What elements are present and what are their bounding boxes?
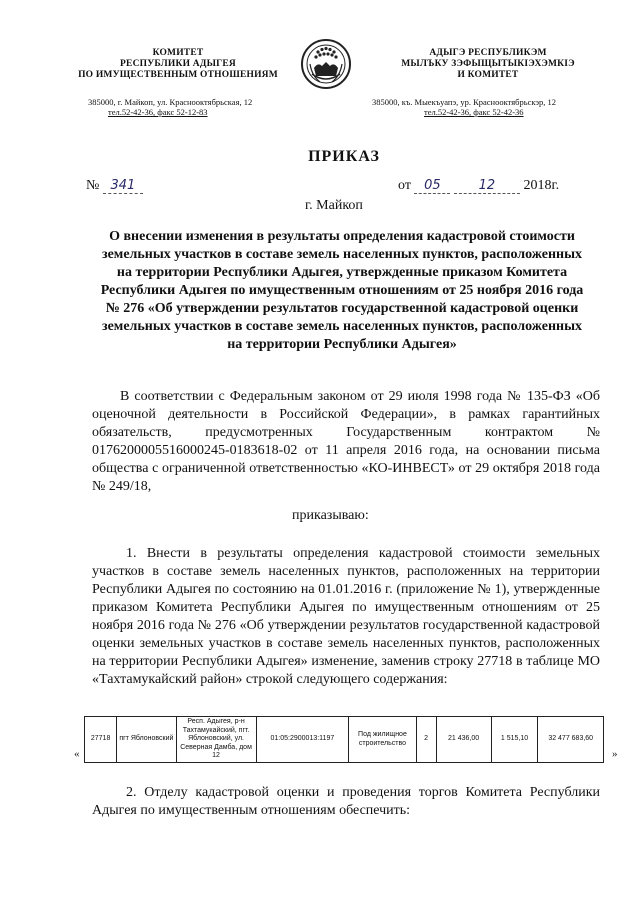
cell-cadastral-number: 01:05:2900013:1197 (256, 717, 349, 763)
left-org-line-1: КОМИТЕТ (152, 48, 204, 58)
cell-row-number: 27718 (85, 717, 117, 763)
quote-open: « (74, 748, 80, 760)
date-month-handwritten: 12 (454, 178, 520, 194)
left-org-name (78, 48, 278, 81)
city: г. Майкоп (305, 198, 363, 213)
quote-close: » (612, 748, 618, 760)
item-2-paragraph: 2. Отделу кадастровой оценки и проведения торгов Комитета Республики Адыгея по имущественным отношениям обеспечить: (92, 785, 600, 818)
left-org-line-3: ПО ИМУЩЕСТВЕННЫМ ОТНОШЕНИЯМ (78, 70, 278, 80)
table-row (85, 717, 604, 763)
document-title: ПРИКАЗ (308, 148, 380, 165)
left-address-line-2: тел.52-42-36, факс 52-12-83 (108, 107, 208, 117)
order-subject: О внесении изменения в результаты определения кадастровой стоимости земельных участков в составе земель населенных пунктов, расположенных на территории Республики Адыгея, утвержденные приказом Комитета Республики Адыгея по имущественным отношениям от 25 ноября 2016 года № 276 «Об утверждении результатов государственной кадастровой оценки земельных участков в составе земель населенных пунктов, расположенных на территории Республики Адыгея» (100, 229, 584, 352)
cell-group: 2 (416, 717, 436, 763)
right-org-line-3: И КОМИТЕТ (457, 70, 519, 80)
order-date (398, 178, 559, 194)
date-prefix: от (398, 178, 411, 193)
right-org-line-1: АДЫГЭ РЕСПУБЛИКЭМ (429, 48, 547, 58)
right-address (372, 97, 612, 117)
cell-address: Респ. Адыгея, р-н Тахтамукайский, пгт. Яблоновский, ул. Северная Дамба, дом 12 (176, 717, 256, 763)
order-number (86, 178, 143, 194)
number-sign: № (86, 178, 100, 193)
order-number-handwritten: 341 (103, 178, 143, 194)
right-address-line-1: 385000, къ. Мыекъуапэ, ур. Краснооктябрьскэр, 12 (372, 97, 557, 107)
coat-of-arms-icon (300, 38, 352, 90)
replacement-table (84, 716, 604, 763)
date-year: 2018г. (523, 178, 560, 193)
item-1-paragraph: 1. Внести в результаты определения кадастровой стоимости земельных участков в составе земель населенных пунктов, расположенных на территории Республики Адыгея по состоянию на 01.01.2016 г. (приложение № 1), утвержденные приказом Комитета Республики Адыгея по имущественным отношениям от 25 ноября 2016 года № 276 «Об утверждении результатов государственной кадастровой оценки земельных участков в составе земель населенных пунктов, расположенных на территории Республики Адыгея» изменение, заменив строку 27718 в таблице МО «Тахтамукайский район» строкой следующего содержания: (92, 546, 600, 687)
right-address-line-2: тел.52-42-36, факс 52-42-36 (424, 107, 524, 117)
left-address (88, 97, 298, 117)
cell-cadastral-value: 32 477 683,60 (538, 717, 604, 763)
cell-area: 21 436,00 (436, 717, 491, 763)
date-day-handwritten: 05 (414, 178, 450, 194)
left-address-line-1: 385000, г. Майкоп, ул. Краснооктябрьская, 12 (88, 97, 253, 107)
cell-settlement: пгт Яблоновский (117, 717, 176, 763)
cell-unit-value: 1 515,10 (491, 717, 538, 763)
right-org-line-2: МЫЛЪКУ ЗЭФЫЩЫТЫКІЭХЭМКІЭ (401, 59, 575, 69)
left-org-line-2: РЕСПУБЛИКИ АДЫГЕЯ (120, 59, 236, 69)
order-word: приказываю: (292, 508, 369, 523)
right-org-name (388, 48, 588, 81)
cell-land-use: Под жилищное строительство (349, 717, 417, 763)
preamble-paragraph: В соответствии с Федеральным законом от 29 июля 1998 года № 135-ФЗ «Об оценочной деятельности в Российской Федерации», в рамках гарантийных обязательств, предусмотренных Государственным контрактом № 0176200005516000245-0183618-02 от 11 апреля 2016 года, на основании письма общества с ограниченной ответственностью «КО-ИНВЕСТ» от 29 октября 2018 года № 249/18, (92, 389, 600, 494)
